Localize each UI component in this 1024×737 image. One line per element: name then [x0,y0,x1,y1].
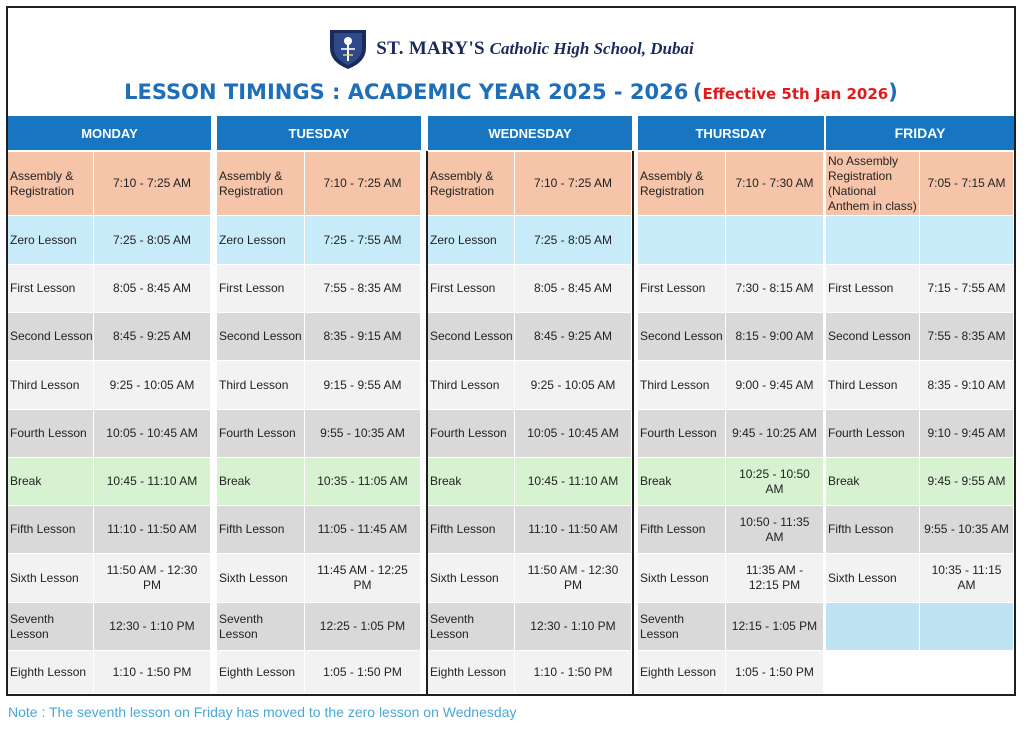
day-header-friday: FRIDAY [826,116,1014,150]
lesson-name-cell: Sixth Lesson [8,554,94,603]
lesson-name-cell: Second Lesson [428,313,515,361]
lesson-time-cell: 7:15 - 7:55 AM [920,265,1014,313]
lesson-name-cell: Fifth Lesson [8,506,94,554]
lesson-time-cell [920,651,1014,694]
lesson-time-cell: 1:05 - 1:50 PM [726,651,824,694]
header [8,8,1014,116]
lesson-name-cell [826,651,920,694]
lesson-name-cell: Eighth Lesson [638,651,726,694]
lesson-time-cell [920,603,1014,651]
lesson-time-cell: 1:10 - 1:50 PM [94,651,211,694]
page-title [8,80,1014,114]
lesson-time-cell: 12:25 - 1:05 PM [305,603,421,651]
lesson-name-cell: Sixth Lesson [638,554,726,603]
title-paren-open: ( [692,80,703,104]
school-crest-icon [328,28,368,70]
timetable-frame [6,6,1016,696]
lesson-name-cell: Third Lesson [8,361,94,410]
lesson-name-cell: Fourth Lesson [428,410,515,458]
lesson-time-cell: 11:10 - 11:50 AM [94,506,211,554]
lesson-name-cell: Fifth Lesson [428,506,515,554]
lesson-time-cell: 10:45 - 11:10 AM [94,458,211,506]
title-paren-close: ) [888,80,898,104]
lesson-name-cell: Seventh Lesson [638,603,726,651]
lesson-name-cell: Break [8,458,94,506]
lesson-name-cell: Break [638,458,726,506]
lesson-time-cell: 9:45 - 9:55 AM [920,458,1014,506]
lesson-time-cell: 8:35 - 9:10 AM [920,361,1014,410]
lesson-name-cell: First Lesson [428,265,515,313]
lesson-name-cell: Second Lesson [8,313,94,361]
lesson-name-cell: Assembly & Registration [217,152,305,216]
lesson-name-cell: Fifth Lesson [217,506,305,554]
lesson-time-cell: 7:25 - 8:05 AM [515,216,632,265]
school-row [8,28,1014,70]
school-name [376,38,693,60]
lesson-time-cell: 11:35 AM - 12:15 PM [726,554,824,603]
lesson-name-cell: Fourth Lesson [217,410,305,458]
lesson-time-cell: 8:45 - 9:25 AM [515,313,632,361]
footnote: Note : The seventh lesson on Friday has moved to the zero lesson on Wednesday [8,704,517,720]
lesson-name-cell: No Assembly Registration (National Anthem in class) [826,152,920,216]
lesson-time-cell: 12:15 - 1:05 PM [726,603,824,651]
lesson-time-cell: 7:55 - 8:35 AM [305,265,421,313]
lesson-name-cell: Second Lesson [217,313,305,361]
lesson-name-cell: Sixth Lesson [826,554,920,603]
day-header-tuesday: TUESDAY [217,116,421,150]
lesson-name-cell: Assembly & Registration [638,152,726,216]
lesson-time-cell: 7:10 - 7:30 AM [726,152,824,216]
lesson-time-cell: 9:10 - 9:45 AM [920,410,1014,458]
wednesday-border-left [426,151,428,694]
school-name-rest: Catholic High School, Dubai [489,39,694,58]
lesson-time-cell: 8:45 - 9:25 AM [94,313,211,361]
lesson-name-cell [826,603,920,651]
timetable-grid [8,116,1014,694]
lesson-name-cell: Seventh Lesson [8,603,94,651]
lesson-name-cell: Fourth Lesson [826,410,920,458]
lesson-name-cell: First Lesson [638,265,726,313]
lesson-name-cell: First Lesson [8,265,94,313]
lesson-name-cell: Third Lesson [217,361,305,410]
lesson-name-cell: Zero Lesson [217,216,305,265]
lesson-time-cell: 12:30 - 1:10 PM [94,603,211,651]
day-column-friday [826,116,1014,694]
lesson-name-cell: First Lesson [217,265,305,313]
lesson-time-cell: 7:55 - 8:35 AM [920,313,1014,361]
lesson-time-cell: 12:30 - 1:10 PM [515,603,632,651]
lesson-time-cell: 7:30 - 8:15 AM [726,265,824,313]
lesson-time-cell: 9:55 - 10:35 AM [305,410,421,458]
lesson-time-cell: 11:50 AM - 12:30 PM [515,554,632,603]
lesson-name-cell: Second Lesson [638,313,726,361]
lesson-time-cell: 8:35 - 9:15 AM [305,313,421,361]
lesson-time-cell: 9:15 - 9:55 AM [305,361,421,410]
lesson-name-cell: Break [826,458,920,506]
lesson-time-cell: 7:05 - 7:15 AM [920,152,1014,216]
day-column-tuesday [217,116,421,694]
lesson-time-cell: 8:05 - 8:45 AM [515,265,632,313]
lesson-time-cell: 7:25 - 7:55 AM [305,216,421,265]
lesson-name-cell: Assembly & Registration [8,152,94,216]
lesson-time-cell: 10:45 - 11:10 AM [515,458,632,506]
lesson-name-cell: Third Lesson [638,361,726,410]
lesson-time-cell: 1:05 - 1:50 PM [305,651,421,694]
wednesday-border-right [632,151,634,694]
day-column-monday [8,116,211,694]
lesson-time-cell: 10:05 - 10:45 AM [515,410,632,458]
lesson-time-cell: 11:10 - 11:50 AM [515,506,632,554]
lesson-time-cell: 7:10 - 7:25 AM [515,152,632,216]
lesson-name-cell: Eighth Lesson [8,651,94,694]
lesson-time-cell: 10:50 - 11:35 AM [726,506,824,554]
lesson-name-cell: Seventh Lesson [428,603,515,651]
day-header-wednesday: WEDNESDAY [428,116,632,150]
title-effective-date: Effective 5th Jan 2026 [702,85,889,103]
lesson-time-cell: 10:35 - 11:05 AM [305,458,421,506]
lesson-time-cell [920,216,1014,265]
lesson-name-cell: Fourth Lesson [8,410,94,458]
lesson-name-cell: Third Lesson [428,361,515,410]
lesson-name-cell: Eighth Lesson [428,651,515,694]
lesson-name-cell: Break [428,458,515,506]
day-header-monday: MONDAY [8,116,211,150]
lesson-name-cell: Break [217,458,305,506]
lesson-time-cell: 9:45 - 10:25 AM [726,410,824,458]
lesson-time-cell: 10:05 - 10:45 AM [94,410,211,458]
lesson-time-cell: 11:50 AM - 12:30 PM [94,554,211,603]
day-header-thursday: THURSDAY [638,116,824,150]
lesson-time-cell: 9:00 - 9:45 AM [726,361,824,410]
lesson-name-cell: Sixth Lesson [217,554,305,603]
lesson-name-cell: Fifth Lesson [638,506,726,554]
lesson-time-cell: 8:15 - 9:00 AM [726,313,824,361]
lesson-name-cell: Assembly & Registration [428,152,515,216]
school-name-bold: ST. MARY'S [376,38,485,59]
lesson-name-cell: Eighth Lesson [217,651,305,694]
lesson-time-cell: 11:45 AM - 12:25 PM [305,554,421,603]
lesson-name-cell: Sixth Lesson [428,554,515,603]
lesson-name-cell: Third Lesson [826,361,920,410]
lesson-name-cell: Fifth Lesson [826,506,920,554]
lesson-time-cell: 9:55 - 10:35 AM [920,506,1014,554]
lesson-time-cell: 7:25 - 8:05 AM [94,216,211,265]
lesson-time-cell [726,216,824,265]
lesson-time-cell: 9:25 - 10:05 AM [94,361,211,410]
lesson-name-cell: First Lesson [826,265,920,313]
lesson-name-cell: Zero Lesson [8,216,94,265]
day-column-wednesday [428,116,632,694]
lesson-name-cell: Second Lesson [826,313,920,361]
lesson-name-cell [638,216,726,265]
lesson-time-cell: 1:10 - 1:50 PM [515,651,632,694]
lesson-time-cell: 10:35 - 11:15 AM [920,554,1014,603]
lesson-time-cell: 10:25 - 10:50 AM [726,458,824,506]
lesson-name-cell: Zero Lesson [428,216,515,265]
lesson-time-cell: 8:05 - 8:45 AM [94,265,211,313]
lesson-time-cell: 9:25 - 10:05 AM [515,361,632,410]
lesson-time-cell: 11:05 - 11:45 AM [305,506,421,554]
lesson-name-cell: Seventh Lesson [217,603,305,651]
title-main: LESSON TIMINGS : ACADEMIC YEAR 2025 - 2026 [124,80,689,104]
lesson-name-cell [826,216,920,265]
lesson-time-cell: 7:10 - 7:25 AM [94,152,211,216]
lesson-name-cell: Fourth Lesson [638,410,726,458]
day-column-thursday [638,116,824,694]
lesson-time-cell: 7:10 - 7:25 AM [305,152,421,216]
